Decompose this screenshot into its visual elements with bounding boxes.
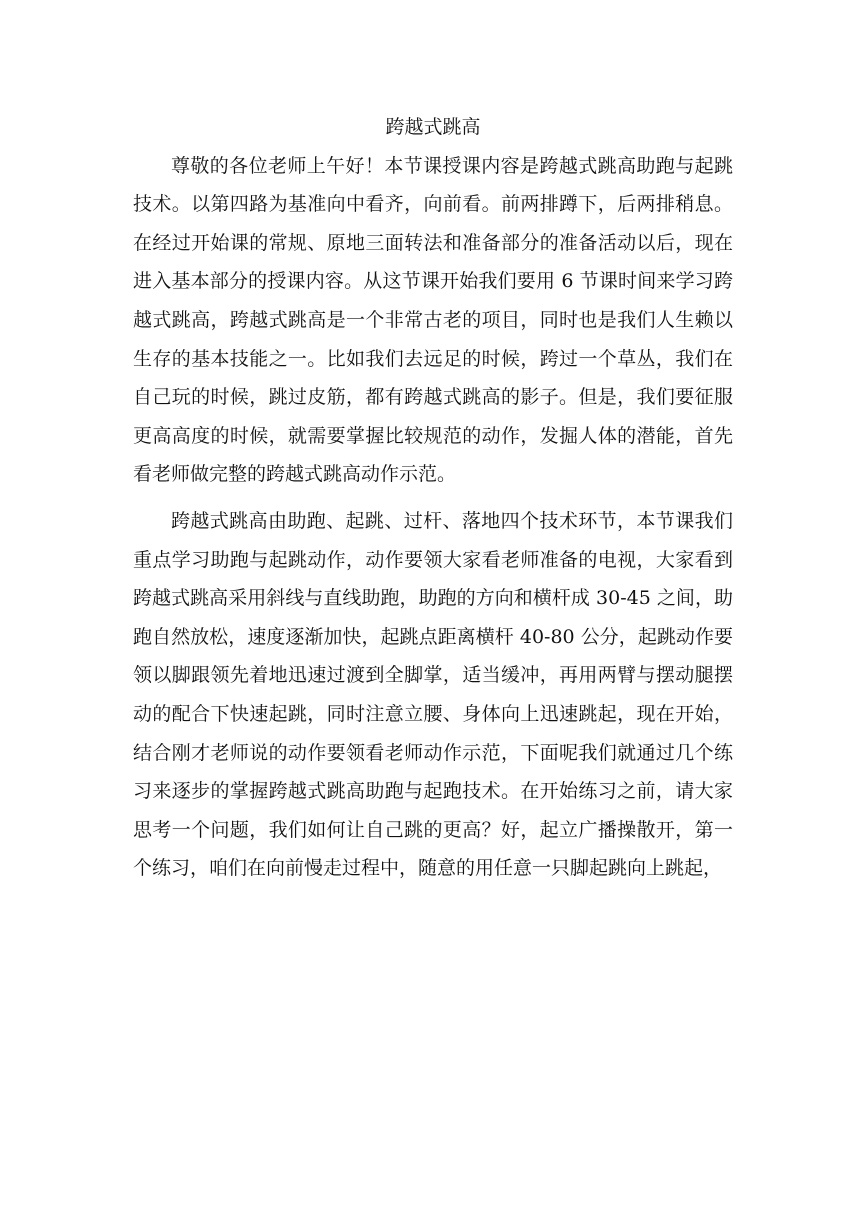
paragraph-2: 跨越式跳高由助跑、起跳、过杆、落地四个技术环节，本节课我们重点学习助跑与起跳动作，动作要领大家看老师准备的电视，大家看到跨越式跳高采用斜线与直线助跑，助跑的方向和横杆成 30-45 之间，助跑自然放松，速度逐渐加快，起跳点距离横杆 40-80 公分，起跳动作要领以脚跟领先着地迅速过渡到全脚掌，适当缓冲，再用两臂与摆动腿摆动的配合下快速起跳，同时注意立腰、身体向上迅速跳起，现在开始，结合刚才老师说的动作要领看老师动作示范，下面呢我们就通过几个练习来逐步的掌握跨越式跳高助跑与起跑技术。在开始练习之前，请大家思考一个问题，我们如何让自己跳的更高？好，起立广播操散开，第一个练习，咱们在向前慢走过程中，随意的用任意一只脚起跳向上跳起， bbox=[133, 509, 733, 880]
paragraph-1: 尊敬的各位老师上午好！本节课授课内容是跨越式跳高助跑与起跳技术。以第四路为基准向中看齐，向前看。前两排蹲下，后两排稍息。在经过开始课的常规、原地三面转法和准备部分的准备活动以后，现在进入基本部分的授课内容。从这节课开始我们要用 6 节课时间来学习跨越式跳高，跨越式跳高是一个非常古老的项目，同时也是我们人生赖以生存的基本技能之一。比如我们去远足的时候，跨过一个草丛，我们在自己玩的时候，跳过皮筋，都有跨越式跳高的影子。但是，我们要征服更高高度的时候，就需要掌握比较规范的动作，发掘人体的潜能，首先看老师做完整的跨越式跳高动作示范。 bbox=[133, 154, 733, 486]
document-title: 跨越式跳高 bbox=[385, 116, 481, 138]
document-page bbox=[133, 108, 733, 888]
